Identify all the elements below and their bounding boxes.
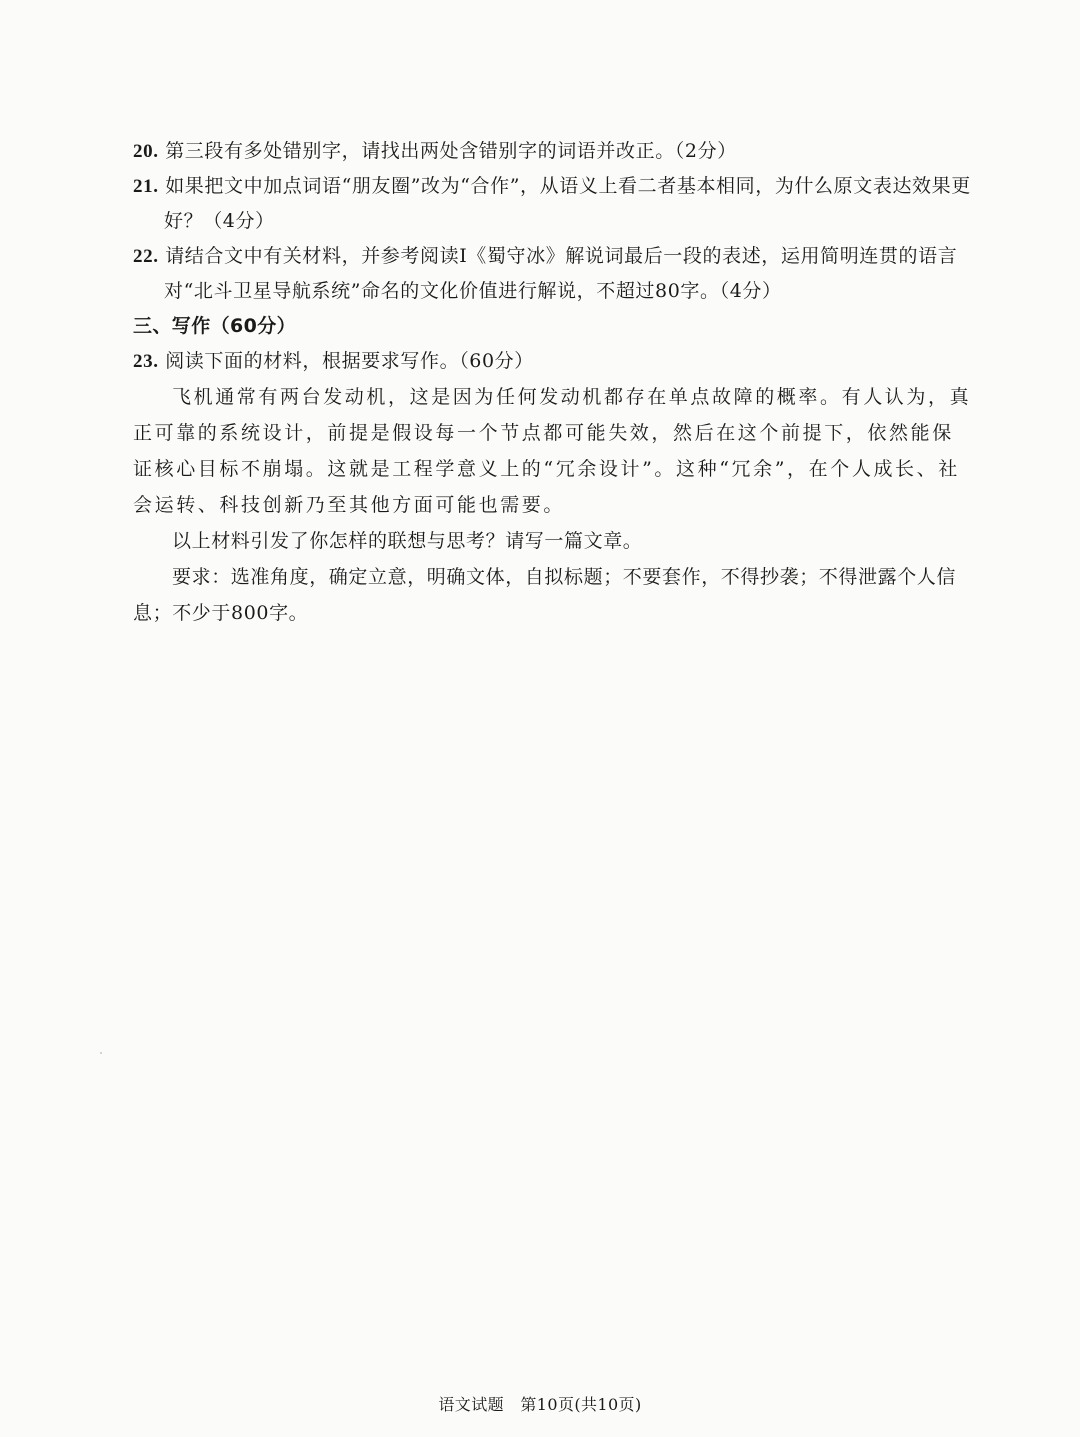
question-22	[133, 239, 973, 309]
section-title-writing: 三、写作（60分）	[133, 315, 297, 337]
question-text: 第三段有多处错别字，请找出两处含错别字的词语并改正。（2分）	[165, 140, 737, 162]
writing-requirements: 要求：选准角度，确定立意，明确文体，自拟标题；不要套作，不得抄袭；不得泄露个人信息；不少于800字。	[133, 566, 957, 624]
scan-speck	[100, 1052, 102, 1054]
question-23	[133, 344, 973, 379]
question-number: 20.	[133, 141, 159, 162]
page-content	[133, 134, 973, 631]
question-text: 如果把文中加点词语“朋友圈”改为“合作”，从语义上看二者基本相同，为什么原文表达效果更好？（4分）	[164, 175, 971, 232]
question-20	[133, 134, 973, 169]
writing-prompt: 以上材料引发了你怎样的联想与思考？请写一篇文章。	[172, 530, 643, 552]
question-text: 阅读下面的材料，根据要求写作。（60分）	[165, 350, 534, 372]
question-number: 21.	[133, 176, 159, 197]
question-number: 23.	[133, 351, 159, 372]
question-21	[133, 169, 973, 239]
page-footer: 语文试题 第10页(共10页)	[438, 1395, 642, 1414]
writing-material: 飞机通常有两台发动机，这是因为任何发动机都存在单点故障的概率。有人认为，真正可靠的系统设计，前提是假设每一个节点都可能失效，然后在这个前提下，依然能保证核心目标不崩塌。这就是工程学意义上的“冗余设计”。这种“冗余”，在个人成长、社会运转、科技创新乃至其他方面可能也需要。	[133, 386, 972, 516]
question-text: 请结合文中有关材料，并参考阅读Ⅰ《蜀守冰》解说词最后一段的表述，运用简明连贯的语言对“北斗卫星导航系统”命名的文化价值进行解说，不超过80字。（4分）	[164, 245, 958, 302]
question-number: 22.	[133, 246, 159, 267]
